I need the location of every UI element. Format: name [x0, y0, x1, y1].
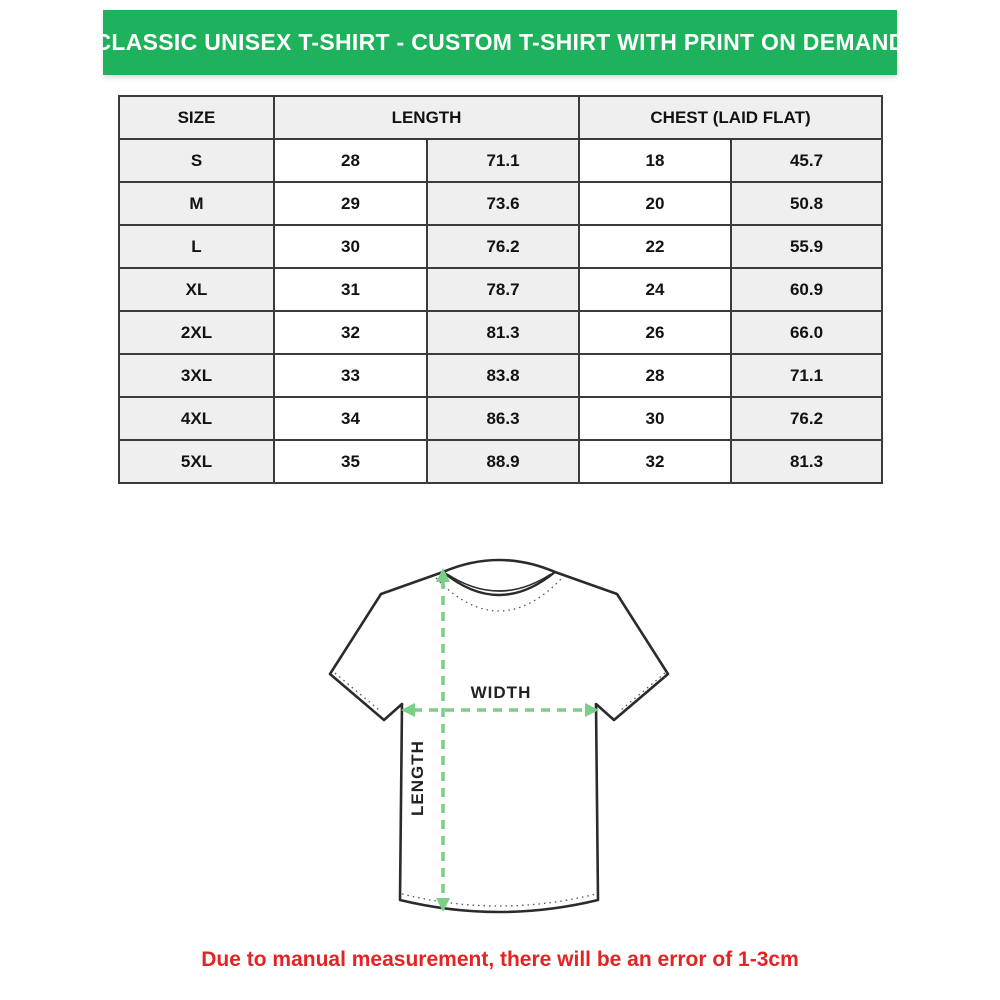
table-row	[119, 311, 882, 354]
table-row	[119, 440, 882, 483]
table-header-row	[119, 96, 882, 139]
table-row	[119, 354, 882, 397]
length-cm-cell: 81.3	[427, 311, 579, 354]
size-cell: 4XL	[119, 397, 274, 440]
measurement-disclaimer: Due to manual measurement, there will be an error of 1-3cm	[201, 948, 799, 971]
length-cm-cell: 88.9	[427, 440, 579, 483]
tshirt-measurement-diagram	[320, 548, 680, 933]
header-chest: CHEST (LAID FLAT)	[579, 96, 882, 139]
header-size: SIZE	[119, 96, 274, 139]
length-in-cell: 28	[274, 139, 427, 182]
length-cm-cell: 73.6	[427, 182, 579, 225]
size-table	[118, 95, 883, 484]
length-in-cell: 30	[274, 225, 427, 268]
chest-cm-cell: 71.1	[731, 354, 882, 397]
chest-in-cell: 18	[579, 139, 731, 182]
page-title: CLASSIC UNISEX T-SHIRT - CUSTOM T-SHIRT WITH PRINT ON DEMAND	[94, 29, 906, 55]
length-in-cell: 33	[274, 354, 427, 397]
size-cell: M	[119, 182, 274, 225]
chest-in-cell: 30	[579, 397, 731, 440]
length-cm-cell: 76.2	[427, 225, 579, 268]
length-cm-cell: 86.3	[427, 397, 579, 440]
chest-cm-cell: 55.9	[731, 225, 882, 268]
chest-in-cell: 24	[579, 268, 731, 311]
size-cell: 5XL	[119, 440, 274, 483]
length-in-cell: 34	[274, 397, 427, 440]
title-banner	[94, 10, 906, 75]
width-label: WIDTH	[470, 683, 532, 702]
chest-cm-cell: 60.9	[731, 268, 882, 311]
chest-in-cell: 26	[579, 311, 731, 354]
length-cm-cell: 71.1	[427, 139, 579, 182]
table-row	[119, 139, 882, 182]
size-cell: 2XL	[119, 311, 274, 354]
length-in-cell: 35	[274, 440, 427, 483]
chest-cm-cell: 81.3	[731, 440, 882, 483]
chest-in-cell: 20	[579, 182, 731, 225]
table-row	[119, 182, 882, 225]
table-row	[119, 397, 882, 440]
chest-in-cell: 22	[579, 225, 731, 268]
tshirt-outline-icon	[320, 548, 680, 933]
header-length: LENGTH	[274, 96, 579, 139]
chest-in-cell: 32	[579, 440, 731, 483]
size-cell: S	[119, 139, 274, 182]
chest-in-cell: 28	[579, 354, 731, 397]
table-row	[119, 268, 882, 311]
size-cell: XL	[119, 268, 274, 311]
chest-cm-cell: 66.0	[731, 311, 882, 354]
chest-cm-cell: 76.2	[731, 397, 882, 440]
length-cm-cell: 83.8	[427, 354, 579, 397]
length-in-cell: 31	[274, 268, 427, 311]
chest-cm-cell: 45.7	[731, 139, 882, 182]
length-in-cell: 32	[274, 311, 427, 354]
chest-cm-cell: 50.8	[731, 182, 882, 225]
size-cell: 3XL	[119, 354, 274, 397]
length-cm-cell: 78.7	[427, 268, 579, 311]
length-in-cell: 29	[274, 182, 427, 225]
length-label: LENGTH	[408, 740, 427, 816]
table-row	[119, 225, 882, 268]
size-cell: L	[119, 225, 274, 268]
